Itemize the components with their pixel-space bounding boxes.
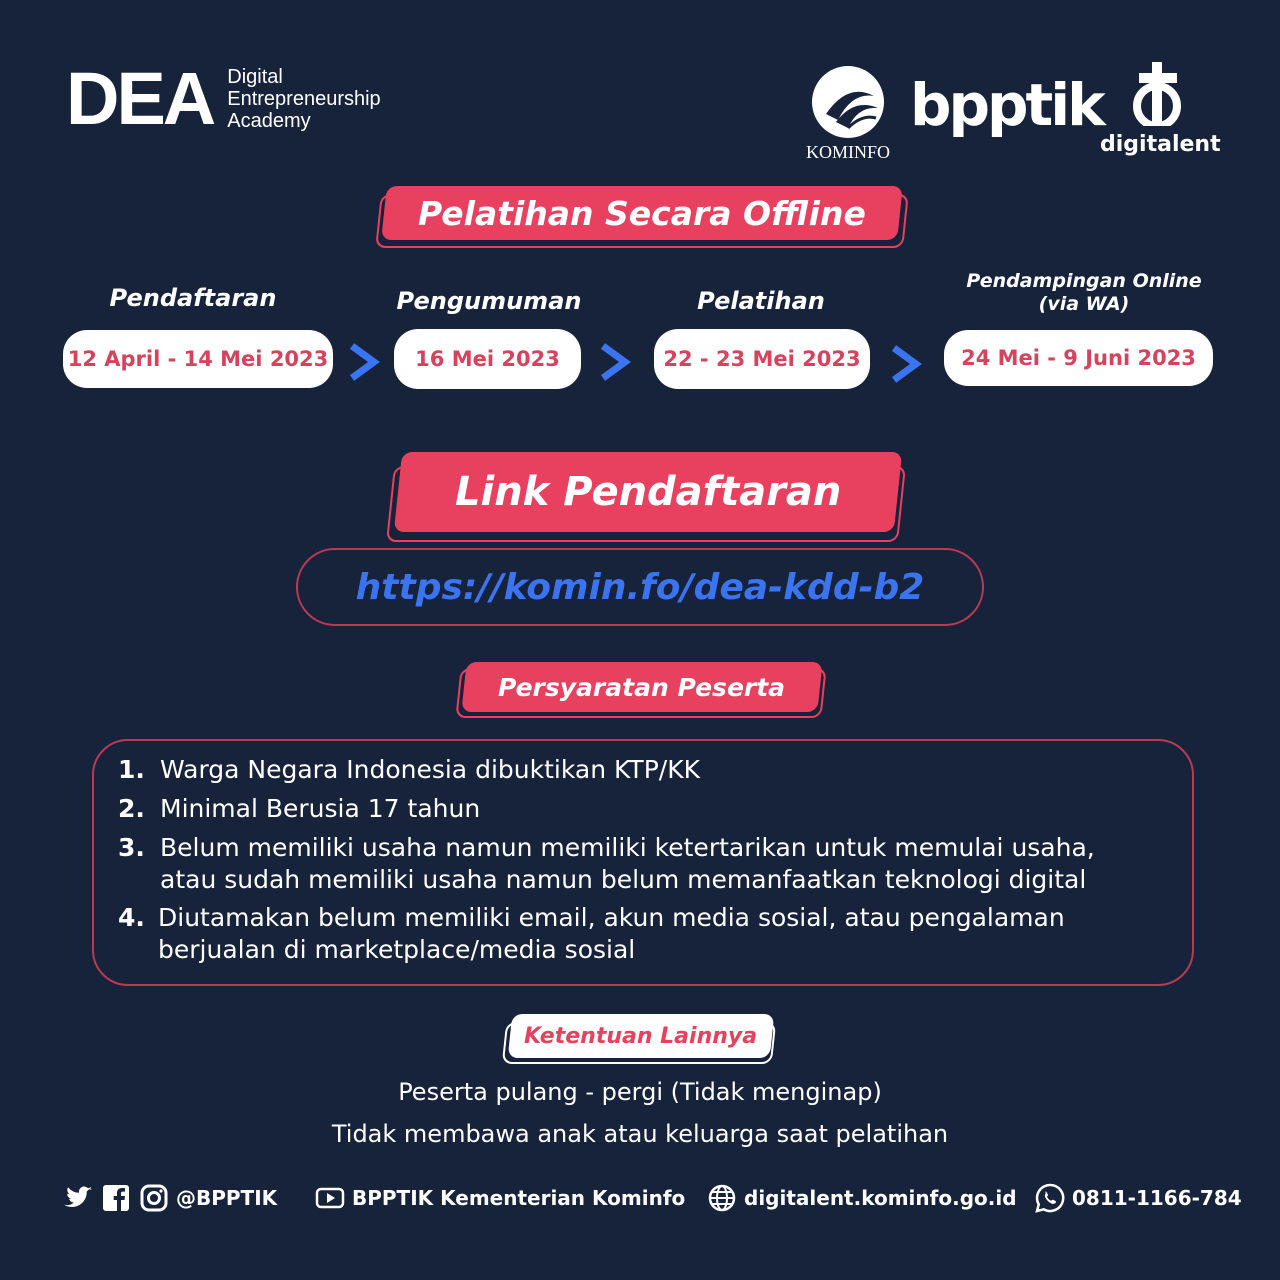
req-item-4: Diutamakan belum memiliki email, akun media sosial, atau pengalaman berjualan di marketplace/media sosial [158,903,1065,964]
footer-social [62,1180,277,1216]
whatsapp-icon [1034,1182,1066,1214]
req-number: 3. [118,833,145,862]
stage-label-pengumuman: Pengumuman [396,287,582,315]
youtube-icon[interactable] [314,1182,346,1214]
req-number: 2. [118,794,145,823]
dea-logo-mark: DEA [66,57,214,140]
requirements-banner [454,662,826,720]
globe-icon [706,1182,738,1214]
page-title: Pelatihan Secara Offline [418,193,866,233]
other-terms-title: Ketentuan Lainnya [524,1023,758,1049]
stage-label-pendaftaran: Pendaftaran [109,284,277,312]
youtube-channel[interactable]: BPPTIK Kementerian Kominfo [352,1186,686,1210]
other-term-2: Tidak membawa anak atau keluarga saat pelatihan [331,1120,949,1148]
req-number: 1. [118,755,145,784]
dea-logo [66,57,381,140]
date-pendaftaran: 12 April - 14 Mei 2023 [63,330,333,388]
footer-website [706,1180,1017,1216]
stage-label-pelatihan: Pelatihan [697,287,825,315]
req-item-1: Warga Negara Indonesia dibuktikan KTP/KK [160,755,700,784]
website-link[interactable]: digitalent.kominfo.go.id [744,1186,1017,1210]
social-handle[interactable]: @BPPTIK [176,1186,278,1210]
link-banner [386,452,906,544]
footer-youtube [314,1180,685,1216]
date-pengumuman: 16 Mei 2023 [394,329,581,389]
footer-whatsapp [1034,1180,1242,1216]
kominfo-logo: KOMINFO [798,62,898,163]
registration-link-box[interactable] [296,548,984,626]
dea-logo-text: Digital Entrepreneurship Academy [227,66,381,132]
other-terms-banner [502,1012,778,1066]
digitalent-mark-icon [1129,62,1189,126]
arrow-right-icon [888,344,922,384]
req-item-2: Minimal Berusia 17 tahun [160,794,481,823]
link-title: Link Pendaftaran [454,469,842,515]
title-banner [374,186,908,250]
arrow-right-icon [346,342,380,382]
other-term-1: Peserta pulang - pergi (Tidak menginap) [398,1078,882,1106]
requirements-title: Persyaratan Peserta [498,672,786,702]
arrow-right-icon [597,342,631,382]
instagram-icon[interactable] [138,1182,170,1214]
req-number: 4. [118,903,145,932]
req-item-3: Belum memiliki usaha namun memiliki ketertarikan untuk memulai usaha, atau sudah memiliki usaha namun belum memanfaatkan teknologi digital [160,833,1095,894]
registration-link[interactable]: https://komin.fo/dea-kdd-b2 [355,566,925,608]
bpptik-logo: bpptik [910,71,1103,139]
whatsapp-number[interactable]: 0811-1166-784 [1072,1186,1242,1210]
date-pendampingan: 24 Mei - 9 Juni 2023 [944,330,1213,386]
stage-label-pendampingan: Pendampingan Online (via WA) [966,270,1202,315]
digitalent-logo: digitalent [1100,62,1218,157]
kominfo-emblem-icon [808,62,888,142]
facebook-icon[interactable] [100,1182,132,1214]
date-pelatihan: 22 - 23 Mei 2023 [654,329,870,389]
twitter-icon[interactable] [62,1182,94,1214]
